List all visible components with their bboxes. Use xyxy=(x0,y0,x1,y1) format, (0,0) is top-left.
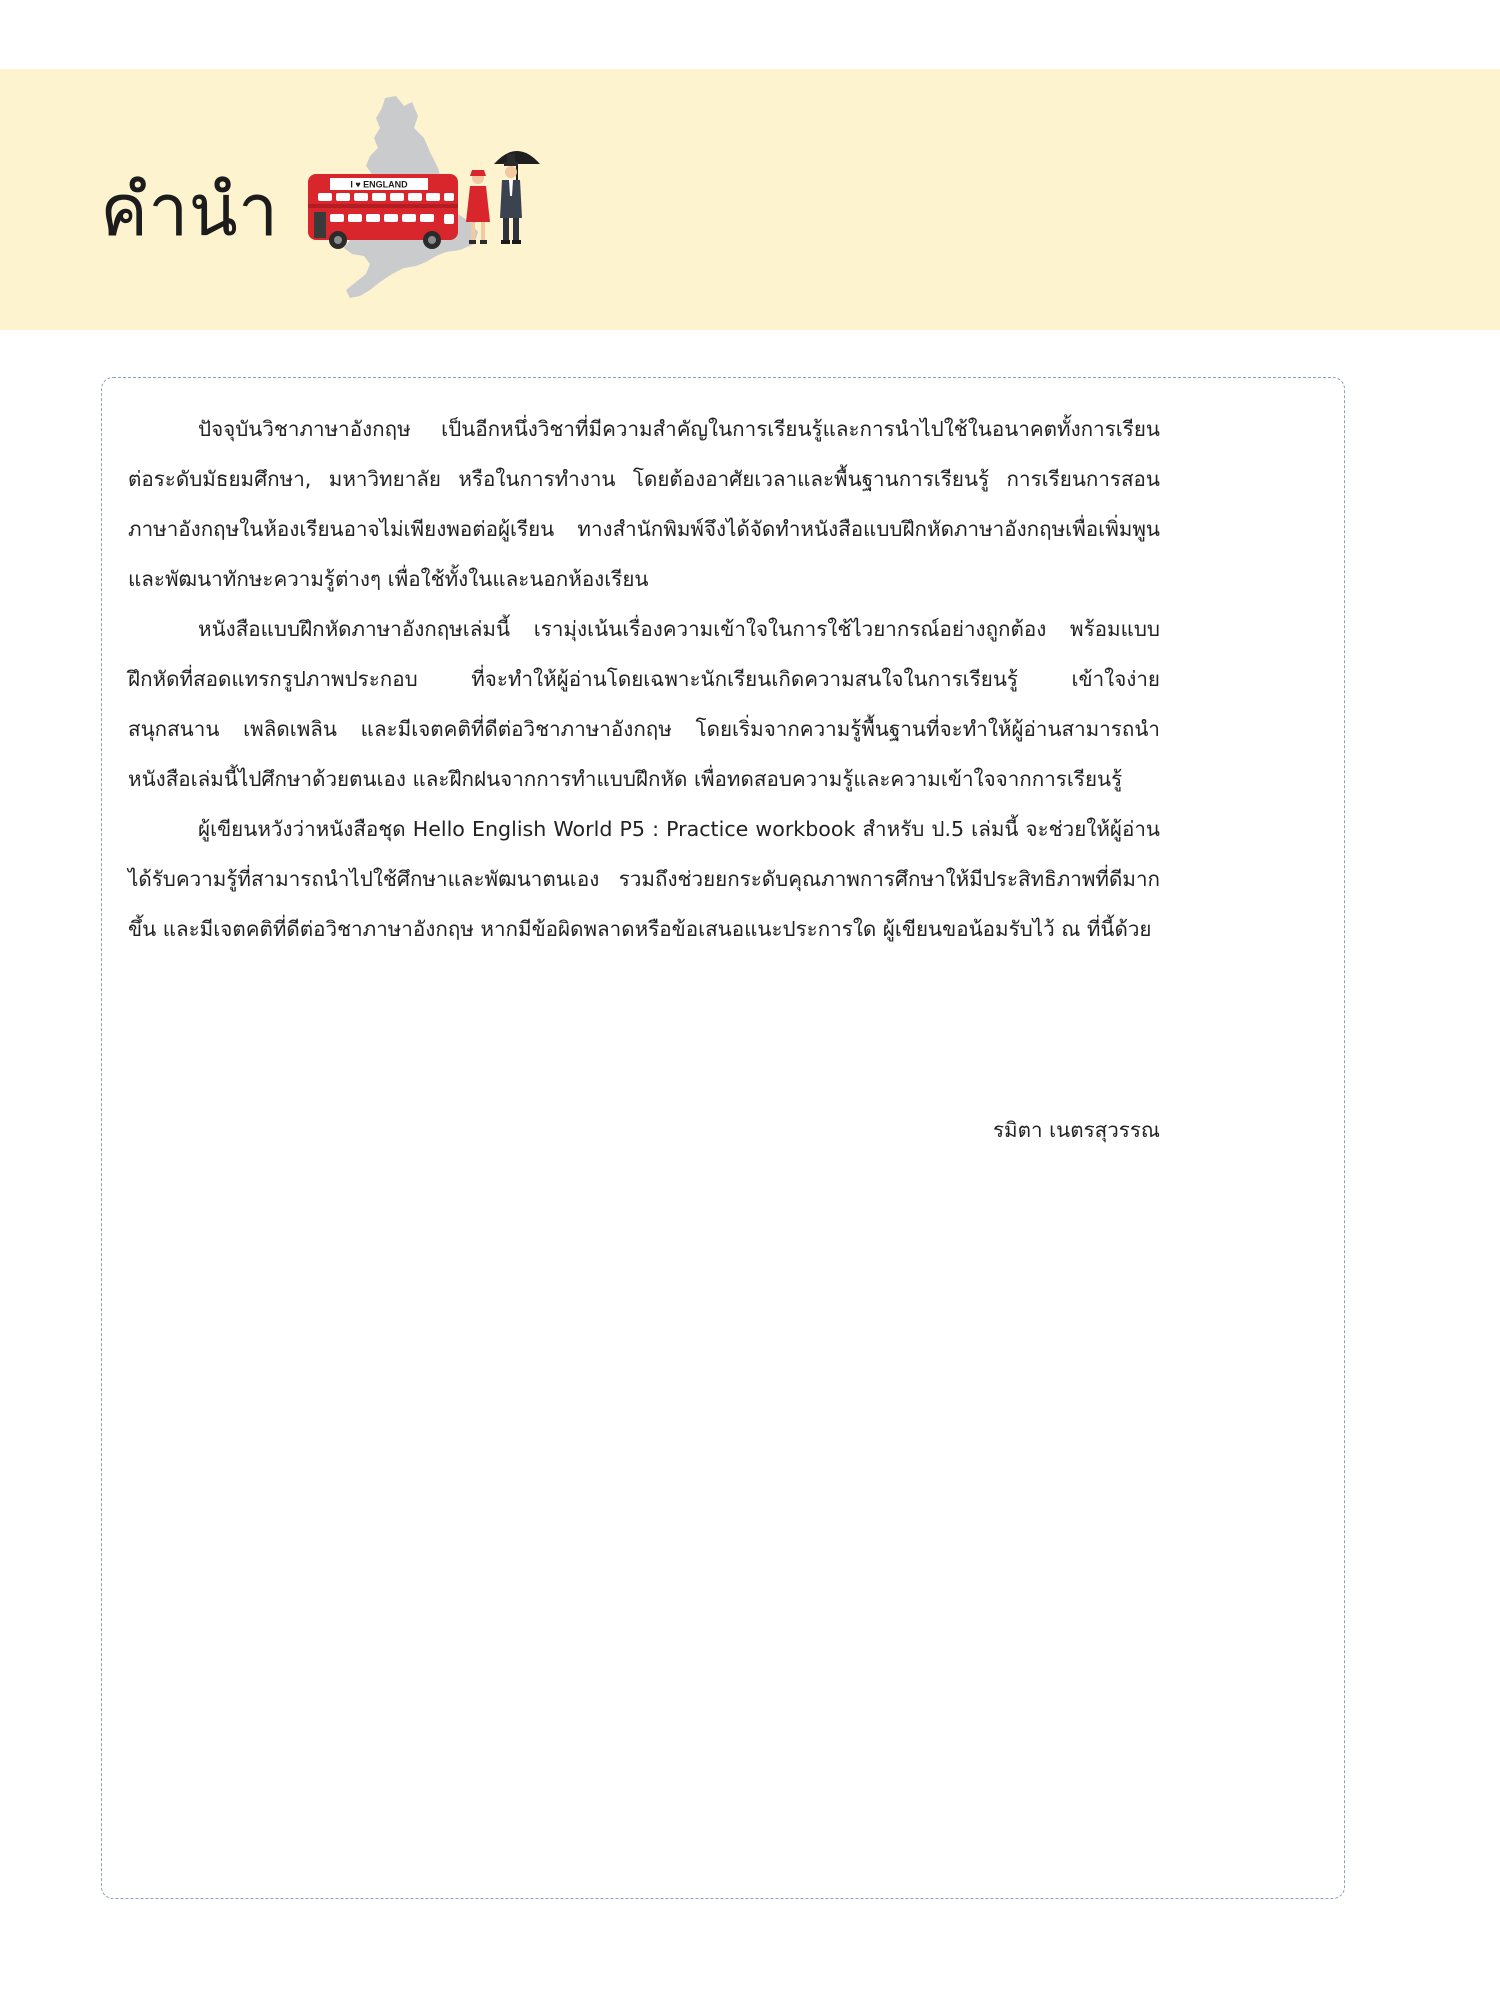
preface-body xyxy=(128,404,1160,954)
preface-paragraph-3: ผู้เขียนหวังว่าหนังสือชุด Hello English World P5 : Practice workbook สำหรับ ป.5 เล่มนี้ จะช่วยให้ผู้อ่านได้รับความรู้ที่สามารถนำไปใช้ศึกษาและพัฒนาตนเอง รวมถึงช่วยยกระดับคุณภาพการศึกษาให้มีประสิทธิภาพที่ดีมากขึ้น และมีเจตคติที่ดีต่อวิชาภาษาอังกฤษ หากมีข้อผิดพลาดหรือข้อเสนอแนะประการใด ผู้เขียนขอน้อมรับไว้ ณ ที่นี้ด้วย xyxy=(128,817,1160,941)
preface-paragraph-2: หนังสือแบบฝึกหัดภาษาอังกฤษเล่มนี้ เรามุ่งเน้นเรื่องความเข้าใจในการใช้ไวยากรณ์อย่างถูกต้อง พร้อมแบบฝึกหัดที่สอดแทรกรูปภาพประกอบ ที่จะทำให้ผู้อ่านโดยเฉพาะนักเรียนเกิดความสนใจในการเรียนรู้ เข้าใจง่าย สนุกสนาน เพลิดเพลิน และมีเจตคติที่ดีต่อวิชาภาษาอังกฤษ โดยเริ่มจากความรู้พื้นฐานที่จะทำให้ผู้อ่านสามารถนำหนังสือเล่มนี้ไปศึกษาด้วยตนเอง และฝึกฝนจากการทำแบบฝึกหัด เพื่อทดสอบความรู้และความเข้าใจจากการเรียนรู้ xyxy=(128,617,1160,791)
england-illustration xyxy=(300,92,550,304)
red-bus-icon xyxy=(308,174,458,249)
preface-paragraph-1: ปัจจุบันวิชาภาษาอังกฤษ เป็นอีกหนึ่งวิชาที่มีความสำคัญในการเรียนรู้และการนำไปใช้ในอนาคตทั้งการเรียนต่อระดับมัธยมศึกษา, มหาวิทยาลัย หรือในการทำงาน โดยต้องอาศัยเวลาและพื้นฐานการเรียนรู้ การเรียนการสอนภาษาอังกฤษในห้องเรียนอาจไม่เพียงพอต่อผู้เรียน ทางสำนักพิมพ์จึงได้จัดทำหนังสือแบบฝึกหัดภาษาอังกฤษเพื่อเพิ่มพูนและพัฒนาทักษะความรู้ต่างๆ เพื่อใช้ทั้งในและนอกห้องเรียน xyxy=(128,417,1160,591)
gentleman-umbrella-icon xyxy=(494,151,540,244)
page-title: คำนำ xyxy=(100,168,279,252)
bus-sign-text: I ♥ ENGLAND xyxy=(350,179,408,190)
author-signature: รมิตา เนตรสุวรรณ xyxy=(992,1118,1160,1142)
